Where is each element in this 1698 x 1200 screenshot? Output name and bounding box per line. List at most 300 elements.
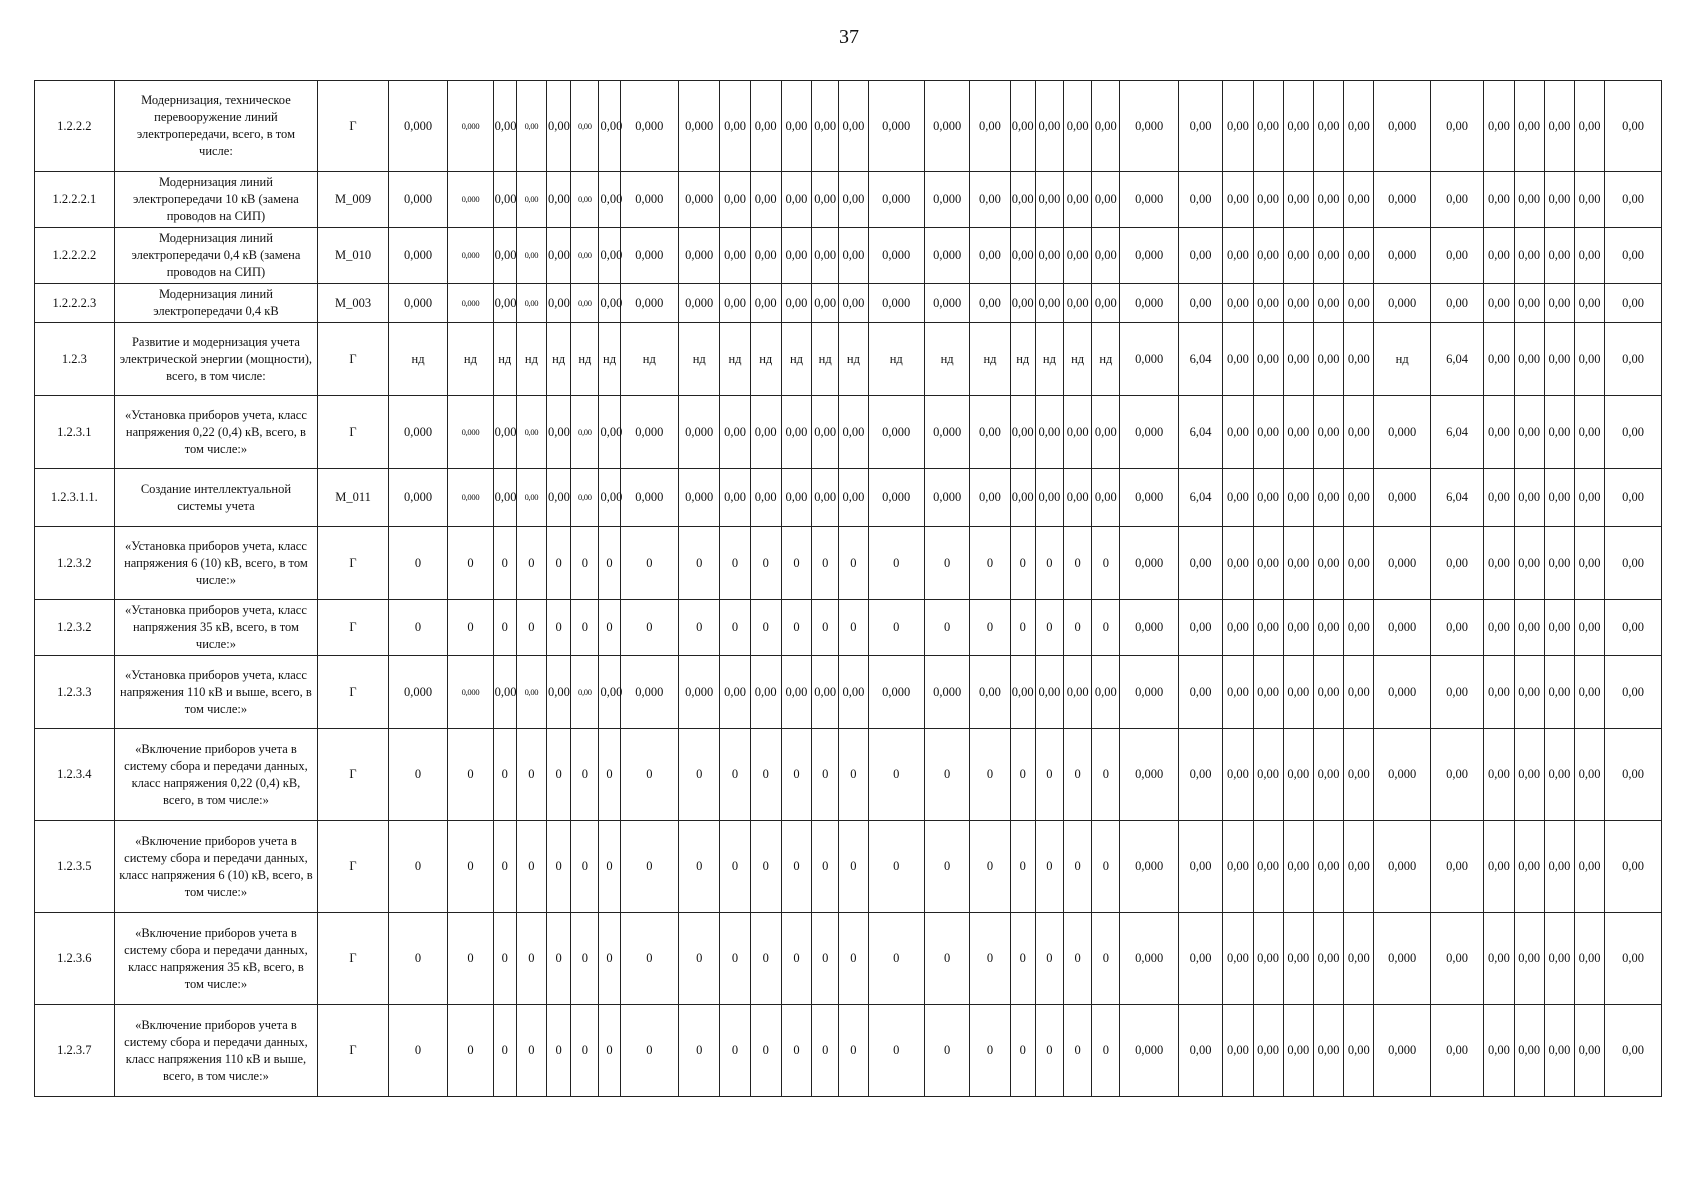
value-cell: 0 bbox=[493, 600, 516, 656]
value-cell: 0,00 bbox=[1313, 913, 1343, 1005]
value-cell: 0,00 bbox=[1514, 323, 1544, 396]
value-cell: 0,000 bbox=[924, 228, 969, 284]
value-cell: 0 bbox=[1064, 600, 1092, 656]
value-cell: 0 bbox=[571, 600, 599, 656]
table-row bbox=[35, 469, 1662, 527]
value-cell: 0,00 bbox=[1010, 81, 1035, 172]
value-cell: 0,00 bbox=[1544, 1005, 1574, 1097]
value-cell: 0,000 bbox=[679, 469, 720, 527]
value-cell: 0,00 bbox=[781, 172, 811, 228]
value-cell: 0,00 bbox=[1484, 228, 1514, 284]
row-code: М_010 bbox=[318, 228, 389, 284]
value-cell: 0,00 bbox=[1313, 228, 1343, 284]
value-cell: 0,00 bbox=[1283, 729, 1313, 821]
value-cell: 0,00 bbox=[1223, 228, 1253, 284]
value-cell: 0,00 bbox=[812, 81, 839, 172]
value-cell: 0 bbox=[1035, 821, 1063, 913]
value-cell: 0,00 bbox=[1223, 323, 1253, 396]
value-cell: 0 bbox=[839, 729, 868, 821]
value-cell: 0,00 bbox=[1223, 527, 1253, 600]
value-cell: 0 bbox=[448, 913, 493, 1005]
value-cell: 6,04 bbox=[1178, 396, 1222, 469]
value-cell: 0,00 bbox=[1010, 284, 1035, 323]
value-cell: 0,000 bbox=[1120, 81, 1178, 172]
value-cell: 0,000 bbox=[868, 284, 924, 323]
value-cell: 0,000 bbox=[1120, 729, 1178, 821]
value-cell: 0,00 bbox=[1178, 81, 1222, 172]
value-cell: 0,00 bbox=[547, 656, 571, 729]
value-cell: 0,000 bbox=[1374, 821, 1430, 913]
value-cell: 0,00 bbox=[1605, 396, 1662, 469]
value-cell: 0 bbox=[868, 600, 924, 656]
value-cell: 0,00 bbox=[839, 396, 868, 469]
row-id: 1.2.3.2 bbox=[35, 600, 115, 656]
value-cell: 0 bbox=[516, 527, 546, 600]
value-cell: 0,00 bbox=[1253, 469, 1283, 527]
value-cell: 0,000 bbox=[1120, 600, 1178, 656]
value-cell: 0 bbox=[1010, 600, 1035, 656]
value-cell: 0,00 bbox=[1035, 396, 1063, 469]
value-cell: 0 bbox=[516, 600, 546, 656]
value-cell: 0,000 bbox=[448, 228, 493, 284]
value-cell: 0 bbox=[547, 821, 571, 913]
value-cell: 0,000 bbox=[1374, 396, 1430, 469]
table-body bbox=[35, 81, 1662, 1097]
value-cell: 0 bbox=[547, 600, 571, 656]
value-cell: 0,00 bbox=[781, 81, 811, 172]
value-cell: 0,00 bbox=[1544, 284, 1574, 323]
value-cell: 0 bbox=[924, 729, 969, 821]
value-cell: 0,00 bbox=[781, 228, 811, 284]
value-cell: 0,000 bbox=[1374, 729, 1430, 821]
value-cell: 0 bbox=[679, 600, 720, 656]
table-row bbox=[35, 396, 1662, 469]
value-cell: 0,00 bbox=[1010, 469, 1035, 527]
value-cell: 0 bbox=[970, 1005, 1010, 1097]
value-cell: 0,00 bbox=[1605, 600, 1662, 656]
value-cell: 0,00 bbox=[1430, 729, 1483, 821]
row-name: «Установка приборов учета, класс напряжения 110 кВ и выше, всего, в том числе:» bbox=[114, 656, 318, 729]
value-cell: 0,00 bbox=[1544, 656, 1574, 729]
value-cell: 0,00 bbox=[1313, 1005, 1343, 1097]
value-cell: 0 bbox=[679, 527, 720, 600]
value-cell: 0,00 bbox=[1035, 172, 1063, 228]
value-cell: 0,00 bbox=[1283, 228, 1313, 284]
value-cell: 0,00 bbox=[1605, 323, 1662, 396]
row-code: Г bbox=[318, 323, 389, 396]
row-name: Модернизация, техническое перевооружение линий электропередачи, всего, в том числе: bbox=[114, 81, 318, 172]
value-cell: 0 bbox=[839, 1005, 868, 1097]
value-cell: 0,000 bbox=[1374, 81, 1430, 172]
value-cell: 0,00 bbox=[599, 81, 620, 172]
value-cell: 0,00 bbox=[1430, 284, 1483, 323]
value-cell: 0 bbox=[781, 527, 811, 600]
value-cell: 0 bbox=[620, 1005, 678, 1097]
value-cell: 0 bbox=[924, 913, 969, 1005]
value-cell: 0 bbox=[448, 600, 493, 656]
value-cell: 0 bbox=[571, 729, 599, 821]
row-name: Модернизация линий электропередачи 0,4 кВ bbox=[114, 284, 318, 323]
value-cell: 0 bbox=[599, 527, 620, 600]
value-cell: 0,00 bbox=[599, 172, 620, 228]
value-cell: 0,000 bbox=[388, 469, 447, 527]
value-cell: 0,00 bbox=[1575, 81, 1605, 172]
value-cell: 0,00 bbox=[1313, 469, 1343, 527]
table-row bbox=[35, 81, 1662, 172]
page-number: 37 bbox=[839, 26, 859, 48]
value-cell: 0,00 bbox=[750, 396, 781, 469]
value-cell: 0,00 bbox=[1344, 172, 1374, 228]
value-cell: 6,04 bbox=[1178, 469, 1222, 527]
value-cell: 0,00 bbox=[1344, 396, 1374, 469]
value-cell: 0,00 bbox=[1575, 1005, 1605, 1097]
value-cell: 0 bbox=[812, 1005, 839, 1097]
value-cell: 0,000 bbox=[868, 396, 924, 469]
table-row bbox=[35, 527, 1662, 600]
value-cell: 0 bbox=[839, 821, 868, 913]
value-cell: 0,00 bbox=[1605, 729, 1662, 821]
value-cell: нд bbox=[812, 323, 839, 396]
value-cell: 0,00 bbox=[1313, 81, 1343, 172]
value-cell: 0 bbox=[750, 1005, 781, 1097]
value-cell: 0 bbox=[620, 527, 678, 600]
table-row bbox=[35, 656, 1662, 729]
value-cell: нд bbox=[750, 323, 781, 396]
value-cell: 0,00 bbox=[1514, 821, 1544, 913]
value-cell: 0,00 bbox=[1223, 172, 1253, 228]
table-row bbox=[35, 172, 1662, 228]
value-cell: нд bbox=[1010, 323, 1035, 396]
table-row bbox=[35, 284, 1662, 323]
value-cell: 0,000 bbox=[868, 656, 924, 729]
value-cell: 0,00 bbox=[1283, 323, 1313, 396]
value-cell: 0,00 bbox=[493, 81, 516, 172]
value-cell: 0,00 bbox=[1514, 600, 1544, 656]
value-cell: 0,00 bbox=[547, 172, 571, 228]
table-row bbox=[35, 821, 1662, 913]
value-cell: 0 bbox=[868, 913, 924, 1005]
value-cell: 0,000 bbox=[1120, 323, 1178, 396]
value-cell: 0,00 bbox=[1575, 172, 1605, 228]
value-cell: 0,000 bbox=[679, 284, 720, 323]
value-cell: 0,00 bbox=[516, 469, 546, 527]
row-name: «Установка приборов учета, класс напряжения 6 (10) кВ, всего, в том числе:» bbox=[114, 527, 318, 600]
value-cell: 0,00 bbox=[1178, 172, 1222, 228]
value-cell: 0 bbox=[599, 600, 620, 656]
table-row bbox=[35, 323, 1662, 396]
value-cell: 0,00 bbox=[1344, 527, 1374, 600]
value-cell: 0,000 bbox=[620, 469, 678, 527]
value-cell: 0,00 bbox=[1344, 600, 1374, 656]
value-cell: 0,00 bbox=[720, 656, 750, 729]
row-id: 1.2.2.2.2 bbox=[35, 228, 115, 284]
value-cell: 0,00 bbox=[1484, 729, 1514, 821]
value-cell: 0,00 bbox=[1223, 81, 1253, 172]
table-row bbox=[35, 729, 1662, 821]
value-cell: 0 bbox=[1010, 729, 1035, 821]
value-cell: 0,00 bbox=[1313, 821, 1343, 913]
value-cell: 0,000 bbox=[620, 284, 678, 323]
value-cell: 0 bbox=[1064, 913, 1092, 1005]
table-row bbox=[35, 600, 1662, 656]
value-cell: 0,000 bbox=[679, 656, 720, 729]
value-cell: 0,00 bbox=[1223, 729, 1253, 821]
value-cell: 0,00 bbox=[1035, 228, 1063, 284]
value-cell: нд bbox=[720, 323, 750, 396]
value-cell: 0,00 bbox=[970, 172, 1010, 228]
value-cell: 0,000 bbox=[1374, 228, 1430, 284]
value-cell: 0,00 bbox=[1313, 284, 1343, 323]
value-cell: 0 bbox=[839, 913, 868, 1005]
row-code: Г bbox=[318, 656, 389, 729]
value-cell: 0,00 bbox=[1283, 284, 1313, 323]
value-cell: 0 bbox=[970, 527, 1010, 600]
value-cell: 0,00 bbox=[1344, 656, 1374, 729]
value-cell: 0 bbox=[516, 1005, 546, 1097]
value-cell: 0,00 bbox=[750, 172, 781, 228]
value-cell: 0,00 bbox=[1514, 729, 1544, 821]
value-cell: 0 bbox=[1092, 527, 1120, 600]
value-cell: 0,00 bbox=[812, 469, 839, 527]
value-cell: 0,00 bbox=[516, 396, 546, 469]
value-cell: 0 bbox=[547, 913, 571, 1005]
value-cell: 0 bbox=[599, 821, 620, 913]
row-name: Модернизация линий электропередачи 0,4 кВ (замена проводов на СИП) bbox=[114, 228, 318, 284]
value-cell: 0,00 bbox=[547, 228, 571, 284]
value-cell: 0,000 bbox=[1374, 527, 1430, 600]
value-cell: 0,00 bbox=[1283, 1005, 1313, 1097]
value-cell: 0,000 bbox=[868, 172, 924, 228]
value-cell: 0,00 bbox=[1010, 656, 1035, 729]
value-cell: 0,00 bbox=[1575, 729, 1605, 821]
value-cell: 0,00 bbox=[750, 81, 781, 172]
value-cell: 0,00 bbox=[1514, 396, 1544, 469]
row-id: 1.2.2.2.3 bbox=[35, 284, 115, 323]
value-cell: 0,000 bbox=[1374, 1005, 1430, 1097]
value-cell: 0,00 bbox=[1575, 284, 1605, 323]
value-cell: 0 bbox=[812, 821, 839, 913]
value-cell: 0,00 bbox=[1344, 469, 1374, 527]
value-cell: нд bbox=[924, 323, 969, 396]
value-cell: 0,00 bbox=[1283, 656, 1313, 729]
row-code: М_009 bbox=[318, 172, 389, 228]
value-cell: 0,00 bbox=[781, 656, 811, 729]
value-cell: 0 bbox=[547, 1005, 571, 1097]
value-cell: 0,00 bbox=[1223, 1005, 1253, 1097]
value-cell: 0,00 bbox=[1178, 1005, 1222, 1097]
value-cell: 0,000 bbox=[448, 284, 493, 323]
value-cell: 0,00 bbox=[1544, 396, 1574, 469]
value-cell: 0,00 bbox=[1223, 656, 1253, 729]
value-cell: 0,00 bbox=[1253, 1005, 1283, 1097]
value-cell: 0,00 bbox=[1575, 527, 1605, 600]
value-cell: 0,000 bbox=[679, 228, 720, 284]
value-cell: 0,00 bbox=[571, 469, 599, 527]
value-cell: 0 bbox=[448, 729, 493, 821]
row-name: «Установка приборов учета, класс напряжения 0,22 (0,4) кВ, всего, в том числе:» bbox=[114, 396, 318, 469]
value-cell: 0,000 bbox=[924, 469, 969, 527]
value-cell: 0,000 bbox=[868, 469, 924, 527]
value-cell: нд bbox=[839, 323, 868, 396]
value-cell: 0,000 bbox=[620, 172, 678, 228]
value-cell: 0,00 bbox=[1544, 81, 1574, 172]
value-cell: 0 bbox=[781, 600, 811, 656]
value-cell: 0,00 bbox=[1605, 527, 1662, 600]
value-cell: 0,00 bbox=[1514, 172, 1544, 228]
value-cell: 0,00 bbox=[1010, 172, 1035, 228]
row-code: Г bbox=[318, 1005, 389, 1097]
value-cell: 0 bbox=[750, 527, 781, 600]
value-cell: 0 bbox=[1092, 1005, 1120, 1097]
value-cell: 0,00 bbox=[1253, 323, 1283, 396]
value-cell: 0,000 bbox=[388, 228, 447, 284]
value-cell: нд bbox=[970, 323, 1010, 396]
value-cell: 0 bbox=[720, 1005, 750, 1097]
value-cell: 0,00 bbox=[493, 656, 516, 729]
value-cell: 0,000 bbox=[1120, 396, 1178, 469]
value-cell: 0,00 bbox=[1313, 396, 1343, 469]
value-cell: 0,00 bbox=[1544, 172, 1574, 228]
value-cell: 0,00 bbox=[970, 228, 1010, 284]
value-cell: 0,00 bbox=[1064, 469, 1092, 527]
value-cell: 0,00 bbox=[1430, 656, 1483, 729]
value-cell: 0,00 bbox=[1544, 729, 1574, 821]
value-cell: 0,00 bbox=[1605, 228, 1662, 284]
value-cell: 0,00 bbox=[1514, 527, 1544, 600]
value-cell: 0,00 bbox=[839, 172, 868, 228]
value-cell: 0,00 bbox=[1253, 729, 1283, 821]
value-cell: 0,00 bbox=[1178, 284, 1222, 323]
value-cell: 0,00 bbox=[750, 469, 781, 527]
value-cell: 0,00 bbox=[1010, 228, 1035, 284]
value-cell: 0,00 bbox=[1223, 821, 1253, 913]
value-cell: 0 bbox=[679, 1005, 720, 1097]
value-cell: 0,00 bbox=[750, 284, 781, 323]
value-cell: 0 bbox=[1064, 729, 1092, 821]
value-cell: 0,00 bbox=[1344, 821, 1374, 913]
value-cell: 0,00 bbox=[839, 284, 868, 323]
value-cell: 0 bbox=[620, 821, 678, 913]
value-cell: 0,000 bbox=[1120, 656, 1178, 729]
value-cell: 0,00 bbox=[1283, 396, 1313, 469]
value-cell: 0,00 bbox=[1514, 913, 1544, 1005]
value-cell: нд bbox=[781, 323, 811, 396]
value-cell: 0,00 bbox=[1514, 81, 1544, 172]
value-cell: 0,00 bbox=[516, 656, 546, 729]
value-cell: 0 bbox=[516, 913, 546, 1005]
value-cell: 0,00 bbox=[571, 284, 599, 323]
value-cell: 0 bbox=[720, 527, 750, 600]
value-cell: 0,000 bbox=[448, 396, 493, 469]
value-cell: 0 bbox=[388, 913, 447, 1005]
value-cell: 0,00 bbox=[1064, 396, 1092, 469]
value-cell: 0,00 bbox=[1484, 284, 1514, 323]
row-name: «Включение приборов учета в систему сбора и передачи данных, класс напряжения 110 кВ и выше, всего, в том числе:» bbox=[114, 1005, 318, 1097]
value-cell: 0,00 bbox=[1064, 172, 1092, 228]
value-cell: 0 bbox=[1010, 821, 1035, 913]
row-code: Г bbox=[318, 913, 389, 1005]
value-cell: 0 bbox=[868, 527, 924, 600]
value-cell: 0,00 bbox=[1575, 228, 1605, 284]
value-cell: 0,00 bbox=[720, 228, 750, 284]
value-cell: 0,00 bbox=[1484, 913, 1514, 1005]
value-cell: 0 bbox=[1035, 527, 1063, 600]
value-cell: 0,00 bbox=[1253, 821, 1283, 913]
value-cell: 0,00 bbox=[970, 284, 1010, 323]
value-cell: 0,00 bbox=[970, 396, 1010, 469]
value-cell: 0,000 bbox=[1374, 913, 1430, 1005]
value-cell: 0,00 bbox=[781, 396, 811, 469]
table-row bbox=[35, 228, 1662, 284]
value-cell: 0,00 bbox=[720, 172, 750, 228]
value-cell: нд bbox=[547, 323, 571, 396]
value-cell: 6,04 bbox=[1178, 323, 1222, 396]
value-cell: 0,000 bbox=[388, 81, 447, 172]
value-cell: 0 bbox=[571, 913, 599, 1005]
value-cell: 0,00 bbox=[493, 172, 516, 228]
value-cell: 0 bbox=[493, 913, 516, 1005]
value-cell: 0 bbox=[750, 600, 781, 656]
value-cell: 0,00 bbox=[1605, 284, 1662, 323]
value-cell: 0,000 bbox=[924, 172, 969, 228]
value-cell: 0 bbox=[599, 913, 620, 1005]
value-cell: 0 bbox=[620, 913, 678, 1005]
value-cell: 0,00 bbox=[599, 469, 620, 527]
value-cell: 0,00 bbox=[1575, 469, 1605, 527]
value-cell: 0,00 bbox=[1544, 527, 1574, 600]
value-cell: нд bbox=[448, 323, 493, 396]
value-cell: 0 bbox=[924, 821, 969, 913]
value-cell: 0 bbox=[388, 1005, 447, 1097]
value-cell: 0,00 bbox=[812, 172, 839, 228]
value-cell: 0,00 bbox=[1283, 172, 1313, 228]
value-cell: 0,00 bbox=[839, 228, 868, 284]
row-code: Г bbox=[318, 396, 389, 469]
value-cell: 0,000 bbox=[1120, 821, 1178, 913]
value-cell: 0,00 bbox=[1484, 1005, 1514, 1097]
value-cell: 0,00 bbox=[1514, 228, 1544, 284]
value-cell: 0,00 bbox=[1223, 396, 1253, 469]
value-cell: 0,00 bbox=[970, 469, 1010, 527]
value-cell: 0,000 bbox=[1374, 656, 1430, 729]
row-code: М_003 bbox=[318, 284, 389, 323]
row-name: «Включение приборов учета в систему сбора и передачи данных, класс напряжения 0,22 (0,4) кВ, всего, в том числе:» bbox=[114, 729, 318, 821]
value-cell: 0,00 bbox=[599, 228, 620, 284]
value-cell: 0 bbox=[571, 1005, 599, 1097]
value-cell: нд bbox=[679, 323, 720, 396]
value-cell: 0 bbox=[812, 527, 839, 600]
value-cell: 0 bbox=[599, 729, 620, 821]
value-cell: 0 bbox=[388, 527, 447, 600]
value-cell: 0,00 bbox=[516, 81, 546, 172]
value-cell: 0,00 bbox=[1484, 821, 1514, 913]
value-cell: 0,00 bbox=[547, 284, 571, 323]
row-id: 1.2.2.2.1 bbox=[35, 172, 115, 228]
value-cell: 0,00 bbox=[720, 284, 750, 323]
value-cell: 0 bbox=[970, 913, 1010, 1005]
value-cell: 0,00 bbox=[720, 469, 750, 527]
row-code: Г bbox=[318, 729, 389, 821]
value-cell: 0,00 bbox=[1605, 821, 1662, 913]
value-cell: 0 bbox=[839, 527, 868, 600]
value-cell: 0 bbox=[448, 527, 493, 600]
row-id: 1.2.3.6 bbox=[35, 913, 115, 1005]
value-cell: 0 bbox=[781, 913, 811, 1005]
value-cell: 6,04 bbox=[1430, 323, 1483, 396]
value-cell: 0,000 bbox=[1374, 600, 1430, 656]
value-cell: нд bbox=[1374, 323, 1430, 396]
value-cell: 0,00 bbox=[970, 656, 1010, 729]
